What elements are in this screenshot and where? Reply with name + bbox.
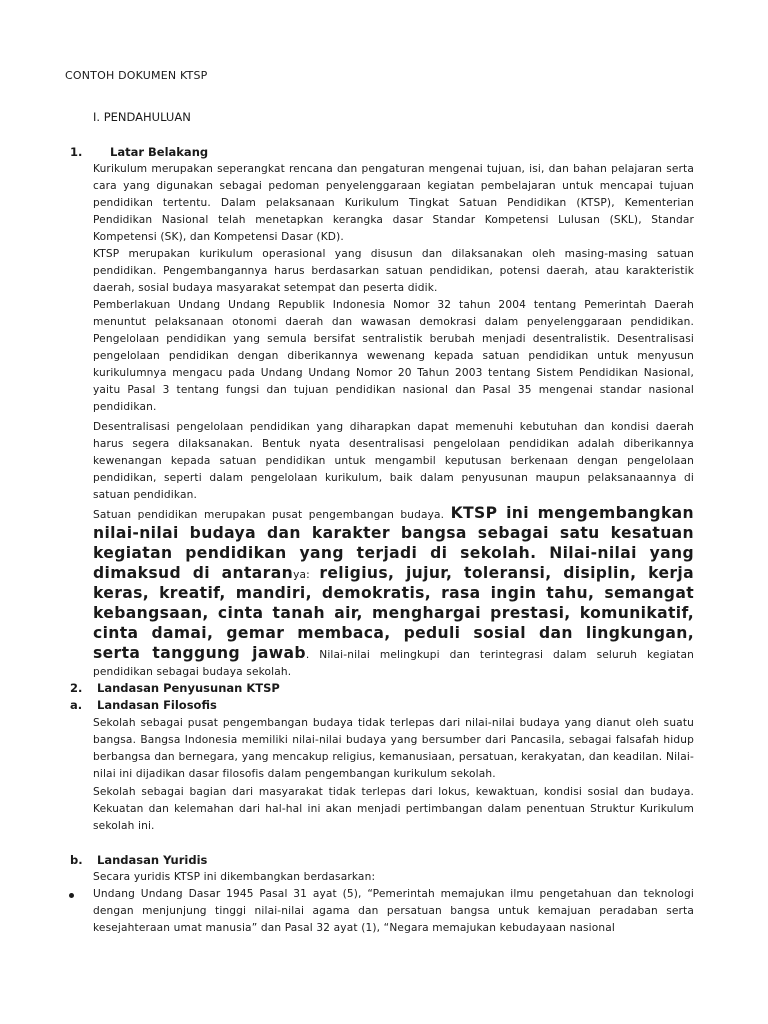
- paragraph-pemberlakuan-uu: Pemberlakuan Undang Undang Republik Indonesia Nomor 32 tahun 2004 tentang Pemerintah Daerah menuntut pelaksanaan otonomi daerah dan wawasan demokrasi dalam penyelenggaraan pendidikan. Pengelolaan pendidikan yang semula bersifat sentralistik berubah menjadi desentralistik. Desentralisasi pengelolaan pendidikan dengan diberikannya wewenang kepada satuan pendidikan untuk menyusun kurikulumnya mengacu pada Undang Undang Nomor 20 Tahun 2003 tentang Sistem Pendidikan Nasional, yaitu Pasal 3 tentang fungsi dan tujuan pendidikan nasional dan Pasal 35 mengenai standar nasional pendidikan.: [93, 299, 694, 413]
- section-number-1: 1.: [70, 145, 83, 159]
- nilai-emphasis-text: KTSP ini mengembangkan nilai-nilai budaya dan karakter bangsa sebagai satu kesatuan kegiatan pendidikan yang terjadi di sekolah. Nilai-nilai yang dimaksud di antaran: [93, 504, 694, 582]
- nilai-lead-text: Satuan pendidikan merupakan pusat pengembangan budaya.: [93, 509, 451, 521]
- section-number-2: 2.: [70, 681, 83, 695]
- document-title: CONTOH DOKUMEN KTSP: [65, 69, 208, 82]
- nilai-list-text: religius, jujur, toleransi, disiplin, kerja keras, kreatif, mandiri, demokratis, rasa ingin tahu, semangat kebangsaan, cinta tanah air, menghargai prestasi, komunikatif, cinta damai, gemar membaca, peduli sosial dan lingkungan, serta tanggung jawab: [93, 564, 694, 662]
- paragraph-filosofis-1: Sekolah sebagai pusat pengembangan budaya tidak terlepas dari nilai-nilai budaya yang dianut oleh suatu bangsa. Bangsa Indonesia memiliki nilai-nilai budaya yang bersumber dari Pancasila, sebagai falsafah hidup berbangsa dan bernegara, yang mencakup religius, kemanusiaan, persatuan, kerakyatan, dan keadilan. Nilai-nilai ini dijadikan dasar filosofis dalam pengembangan kurikulum sekolah.: [93, 717, 694, 780]
- nilai-tail-text: . Nilai-nilai melingkupi dan terintegrasi dalam seluruh kegiatan pendidikan sebagai budaya sekolah.: [93, 649, 694, 678]
- heading-landasan-yuridis: Landasan Yuridis: [97, 853, 208, 867]
- paragraph-nilai-budaya: [93, 504, 694, 681]
- heading-landasan-penyusunan: Landasan Penyusunan KTSP: [97, 681, 280, 695]
- list-item-uud-1945: Undang Undang Dasar 1945 Pasal 31 ayat (5), “Pemerintah memajukan ilmu pengetahuan dan teknologi dengan menjunjung tinggi nilai-nilai agama dan persatuan bangsa untuk kemajuan peradaban serta kesejahteraan umat manusia” dan Pasal 32 ayat (1), “Negara memajukan kebudayaan nasional: [93, 888, 694, 934]
- paragraph-filosofis-2: Sekolah sebagai bagian dari masyarakat tidak terlepas dari lokus, kewaktuan, kondisi sosial dan budaya. Kekuatan dan kelemahan dari hal-hal ini akan menjadi pertimbangan dalam penentuan Struktur Kurikulum sekolah ini.: [93, 786, 694, 832]
- section-title-pendahuluan: I. PENDAHULUAN: [93, 110, 191, 124]
- paragraph-ktsp-operasional: KTSP merupakan kurikulum operasional yang disusun dan dilaksanakan oleh masing-masing satuan pendidikan. Pengembangannya harus berdasarkan satuan pendidikan, potensi daerah, atau karakteristik daerah, sosial budaya masyarakat setempat dan peserta didik.: [93, 248, 694, 294]
- heading-landasan-filosofis: Landasan Filosofis: [97, 698, 217, 712]
- heading-latar-belakang: Latar Belakang: [110, 145, 209, 159]
- paragraph-yuridis-intro: Secara yuridis KTSP ini dikembangkan berdasarkan:: [93, 871, 376, 883]
- subsection-letter-b: b.: [70, 853, 83, 867]
- nilai-small-text: ya:: [293, 569, 320, 581]
- paragraph-kurikulum: Kurikulum merupakan seperangkat rencana dan pengaturan mengenai tujuan, isi, dan bahan pelajaran serta cara yang digunakan sebagai pedoman penyelenggaraan kegiatan pembelajaran untuk mencapai tujuan pendidikan tertentu. Dalam pelaksanaan Kurikulum Tingkat Satuan Pendidikan (KTSP), Kementerian Pendidikan Nasional telah menetapkan kerangka dasar Standar Kompetensi Lulusan (SKL), Standar Kompetensi (SK), dan Kompetensi Dasar (KD).: [93, 163, 694, 243]
- bullet-icon: [69, 893, 74, 898]
- paragraph-desentralisasi: Desentralisasi pengelolaan pendidikan yang diharapkan dapat memenuhi kebutuhan dan kondisi daerah harus segera dilaksanakan. Bentuk nyata desentralisasi pengelolaan pendidikan adalah diberikannya kewenangan kepada satuan pendidikan untuk mengambil keputusan berkenaan dengan pengelolaan pendidikan, seperti dalam pengelolaan kurikulum, baik dalam penyusunan maupun pelaksanaannya di satuan pendidikan.: [93, 421, 694, 501]
- subsection-letter-a: a.: [70, 698, 83, 712]
